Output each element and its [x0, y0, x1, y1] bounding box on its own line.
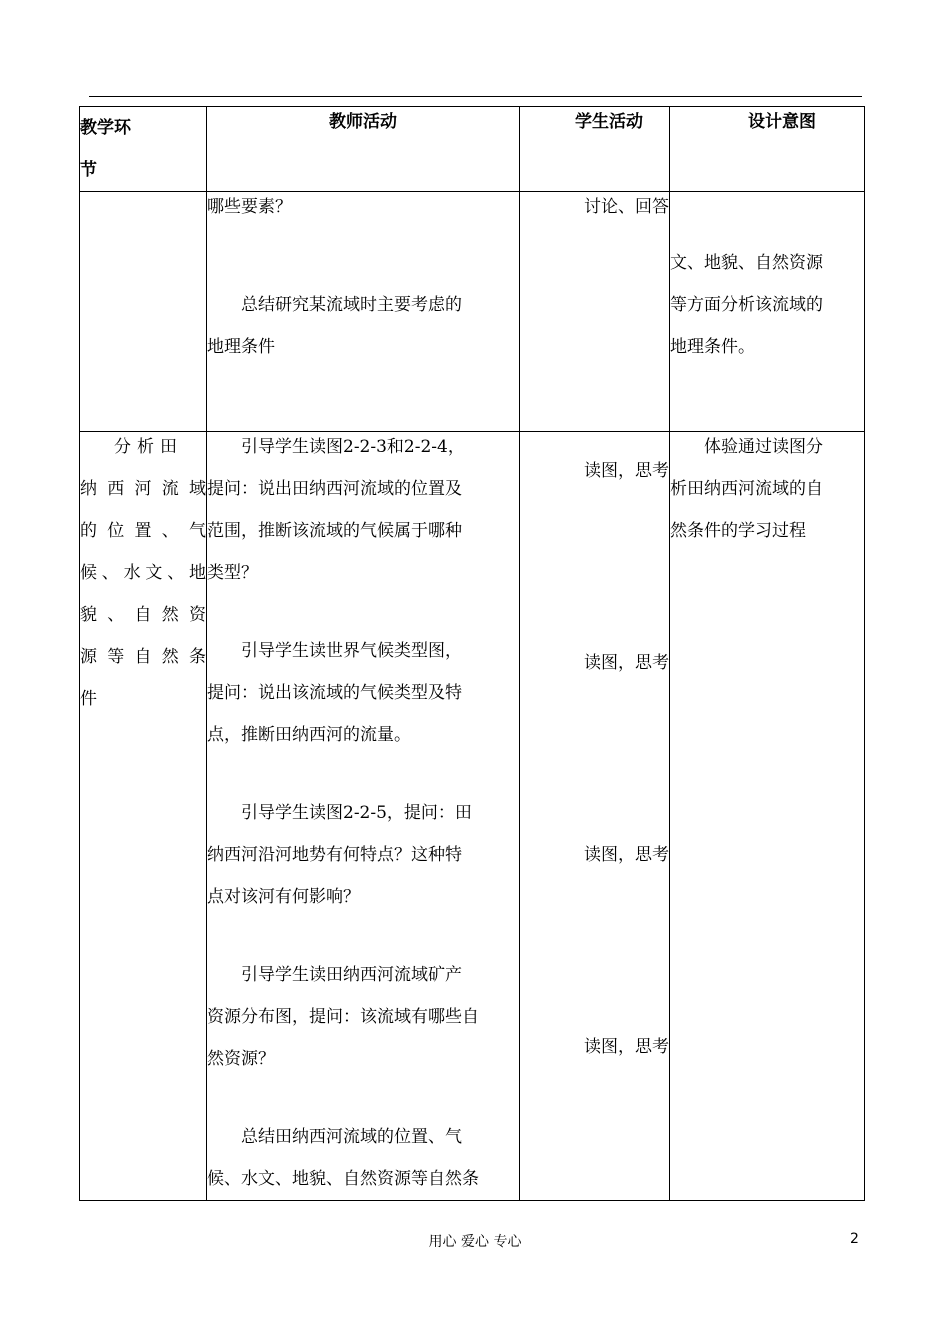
teacher-cell — [207, 192, 520, 432]
header-stage-line1: 教学环 — [80, 118, 131, 138]
teacher-line: 总结研究某流域时主要考虑的 — [241, 295, 462, 315]
teacher-line: 范围，推断该流域的气候属于哪种 — [207, 521, 462, 541]
footer-motto: 用心 爱心 专心 — [428, 1234, 522, 1250]
student-activity: 讨论、回答 — [584, 197, 669, 217]
teacher-line: 然资源？ — [207, 1049, 275, 1069]
stage-line: 候、水文、地 — [80, 563, 206, 583]
teacher-line: 引导学生读田纳西河流域矿产 — [241, 965, 462, 985]
teacher-line: 哪些要素？ — [207, 197, 292, 217]
teacher-block — [207, 630, 519, 756]
student-activity: 读图，思考 — [584, 461, 669, 481]
teacher-line: 类型？ — [207, 563, 258, 583]
teacher-line: 引导学生读图2-2-3和2-2-4， — [241, 437, 465, 457]
intent-line: 等方面分析该流域的 — [670, 295, 823, 315]
teacher-line: 总结田纳西河流域的位置、气 — [241, 1127, 462, 1147]
header-intent: 设计意图 — [670, 107, 865, 192]
header-row — [80, 107, 865, 192]
teacher-line: 地理条件 — [207, 337, 275, 357]
stage-cell — [80, 432, 207, 1201]
intent-line: 然条件的学习过程 — [670, 521, 806, 541]
teacher-block — [207, 426, 519, 594]
teacher-line: 点，推断田纳西河的流量。 — [207, 725, 411, 745]
header-student: 学生活动 — [520, 107, 670, 192]
teacher-line: 候、水文、地貌、自然资源等自然条 — [207, 1169, 479, 1189]
intent-line: 析田纳西河流域的自 — [670, 479, 823, 499]
lesson-plan-table — [79, 106, 865, 1201]
teacher-cell — [207, 432, 520, 1201]
teacher-line: 提问：说出田纳西河流域的位置及 — [207, 479, 462, 499]
teacher-block — [207, 954, 519, 1080]
intent-cell — [670, 192, 865, 432]
header-teacher: 教师活动 — [207, 107, 520, 192]
teacher-line: 点对该河有何影响？ — [207, 887, 360, 907]
intent-line: 地理条件。 — [670, 337, 755, 357]
stage-line: 貌、自然资 — [80, 605, 206, 625]
teacher-line: 引导学生读世界气候类型图， — [241, 641, 462, 661]
stage-line: 件 — [80, 689, 97, 709]
table-row — [80, 192, 865, 432]
teacher-block — [207, 792, 519, 918]
teacher-line: 纳西河沿河地势有何特点？这种特 — [207, 845, 462, 865]
intent-line: 体验通过读图分 — [704, 437, 823, 457]
teacher-block — [207, 1116, 519, 1200]
student-cell — [520, 432, 670, 1201]
stage-line: 的位置、气 — [80, 521, 206, 541]
student-activity: 读图，思考 — [584, 845, 669, 865]
teacher-line: 引导学生读图2-2-5，提问：田 — [241, 803, 472, 823]
stage-line: 源等自然条 — [80, 647, 206, 667]
stage-line: 纳西河流域 — [80, 479, 206, 499]
page-number: 2 — [850, 1231, 859, 1247]
teacher-line: 资源分布图，提问：该流域有哪些自 — [207, 1007, 479, 1027]
intent-cell — [670, 432, 865, 1201]
header-stage — [80, 107, 207, 192]
stage-line: 分析田 — [114, 437, 183, 457]
table-row — [80, 432, 865, 1201]
student-activity: 读图，思考 — [584, 653, 669, 673]
header-rule — [89, 96, 862, 97]
student-cell — [520, 192, 670, 432]
student-activity: 读图，思考 — [584, 1037, 669, 1057]
header-stage-line2: 节 — [80, 160, 97, 180]
intent-line: 文、地貌、自然资源 — [670, 253, 823, 273]
teacher-line: 提问：说出该流域的气候类型及特 — [207, 683, 462, 703]
stage-cell-empty — [80, 192, 207, 432]
